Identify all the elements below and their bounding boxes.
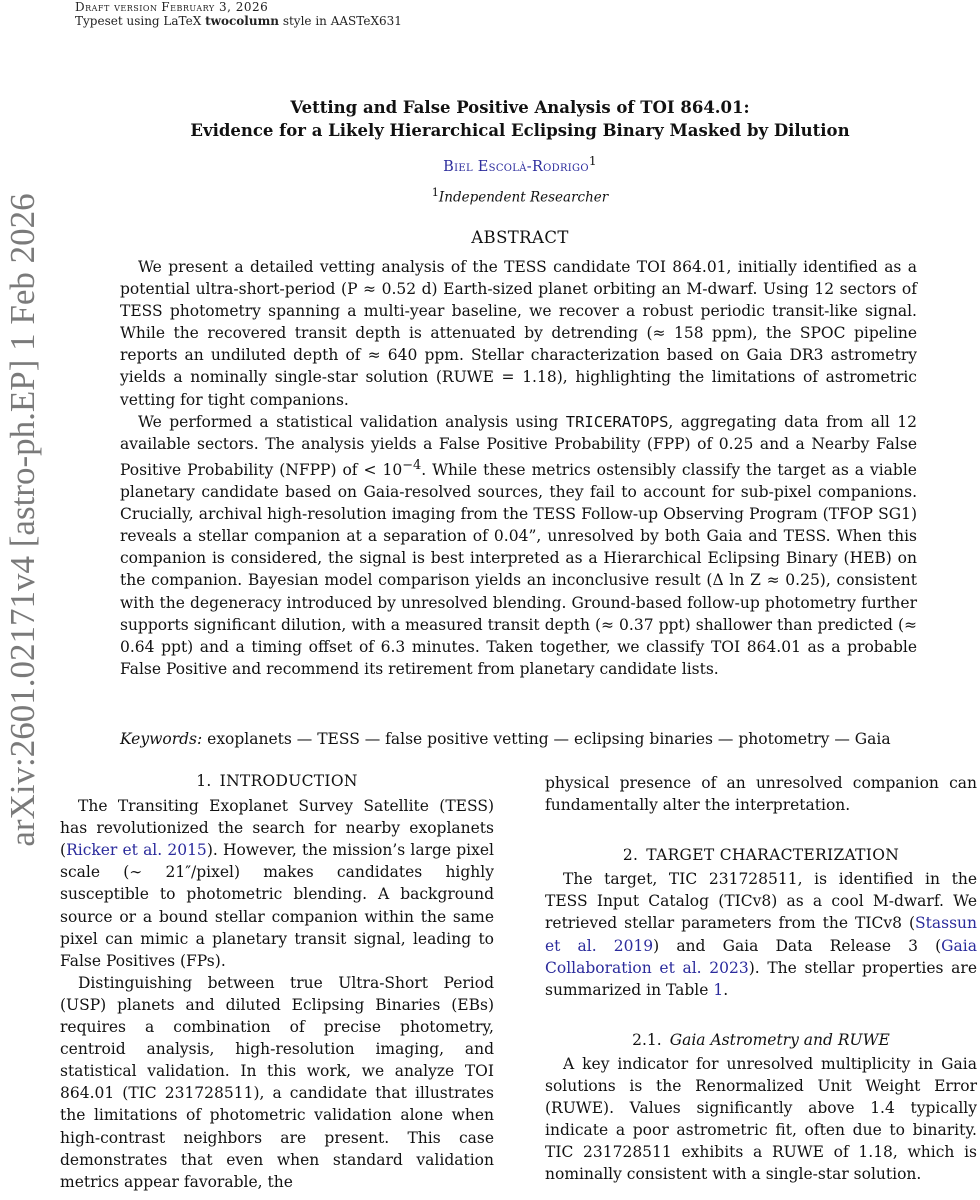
- table-reference-link[interactable]: 1: [713, 980, 724, 999]
- title-line-2: Evidence for a Likely Hierarchical Eclipsing Binary Masked by Dilution: [190, 121, 850, 140]
- draft-line: Draft version February 3, 2026: [75, 0, 269, 14]
- typeset-line: Typeset using LaTeX twocolumn style in AASTeX631: [75, 14, 402, 28]
- section-heading-target: 2. TARGET CHARACTERIZATION: [622, 846, 900, 865]
- intro-paragraph-2-continued: physical presence of an unresolved companion can fundamentally alter the interpretation.: [545, 774, 977, 815]
- target-paragraph-1: The target, TIC 231728511, is identified in the TESS Input Catalog (TICv8) as a cool M-dwarf. We retrieved stellar parameters from the TICv8 (Stassun et al. 2019) and Gaia Data Release 3 (Gaia Collaboration et al. 2023). The stellar properties are summarized in Table 1.: [545, 870, 977, 999]
- title-line-1: Vetting and False Positive Analysis of TOI 864.01:: [290, 98, 750, 117]
- abstract-heading: ABSTRACT: [471, 228, 569, 247]
- affiliation: $^1$Independent Researcher: [431, 186, 609, 206]
- citation-link[interactable]: Stassun et al. 2019: [545, 914, 977, 955]
- code-name: TRICERATOPS: [565, 412, 669, 431]
- intro-paragraph-2: Distinguishing between true Ultra-Short Period (USP) planets and diluted Eclipsing Binaries (EBs) requires a combination of precise photometry, centroid analysis, high-resolution imaging, and statistical validation. In this work, we analyze TOI 864.01 (TIC 231728511), a candidate that illustrates the limitations of photometric validation alone when high-contrast neighbors are present. This case demonstrates that even when standard validation metrics appear favorable, the: [60, 973, 494, 1191]
- arxiv-stamp: arXiv:2601.02171v4 [astro-ph.EP] 1 Feb 2026: [3, 193, 42, 847]
- gaia-paragraph-1: A key indicator for unresolved multiplicity in Gaia solutions is the Renormalized Unit Weight Error (RUWE). Values significantly above 1.4 typically indicate a poor astrometric fit, often due to binarity. TIC 231728511 exhibits a RUWE of 1.18, which is nominally consistent with a single-star solution.: [545, 1054, 977, 1184]
- author[interactable]: Biel Escolà-Rodrigo$^1$: [443, 154, 597, 175]
- left-column: [60, 770, 494, 1193]
- section-heading-introduction: 1. INTRODUCTION: [196, 772, 358, 790]
- subsection-heading-gaia: 2.1. Gaia Astrometry and RUWE: [632, 1030, 890, 1049]
- citation-link[interactable]: Gaia Collaboration et al. 2023: [545, 936, 977, 977]
- abstract-paragraph-2: We performed a statistical validation analysis using TRICERATOPS, aggregating data from all 12 available sectors. The analysis yields a False Positive Probability (FPP) of 0.25 and a Nearby False Positive Probability (NFPP) of < $10^{-4}$. While these metrics ostensibly classify the target as a viable planetary candidate based on Gaia-resolved sources, they fail to account for sub-pixel companions. Crucially, archival high-resolution imaging from the TESS Follow-up Observing Program (TFOP SG1) reveals a stellar companion at a separation of 0.04”, unresolved by both Gaia and TESS. When this companion is considered, the signal is best interpreted as a Hierarchical Eclipsing Binary (HEB) on the companion. Bayesian model comparison yields an inconclusive result (Δ ln Z ≈ 0.25), consistent with the degeneracy introduced by unresolved blending. Ground-based follow-up photometry further supports significant dilution, with a measured transit depth (≈ 0.37 ppt) shallower than predicted (≈ 0.64 ppt) and a timing offset of 6.3 minutes. Taken together, we classify TOI 864.01 as a probable False Positive and recommend its retirement from planetary candidate lists.: [120, 412, 917, 678]
- citation-link[interactable]: Ricker et al. 2015: [66, 841, 207, 860]
- running-header: [75, 0, 402, 28]
- intro-paragraph-1: The Transiting Exoplanet Survey Satellite (TESS) has revolutionized the search for nearby exoplanets (Ricker et al. 2015). However, the mission’s large pixel scale (∼ 21″/pixel) makes candidates highly susceptible to photometric blending. A background source or a bound stellar companion within the same pixel can mimic a planetary transit signal, leading to False Positives (FPs).: [60, 797, 494, 970]
- right-column: [545, 772, 977, 1186]
- abstract-paragraph-1: We present a detailed vetting analysis of the TESS candidate TOI 864.01, initially identified as a potential ultra-short-period (P ≈ 0.52 d) Earth-sized planet orbiting an M-dwarf. Using 12 sectors of TESS photometry spanning a multi-year baseline, we recover a robust periodic transit-like signal. While the recovered transit depth is attenuated by detrending (≈ 158 ppm), the SPOC pipeline reports an undiluted depth of ≈ 640 ppm. Stellar characterization based on Gaia DR3 astrometry yields a nominally single-star solution (RUWE = 1.18), highlighting the limitations of astrometric vetting for tight companions.: [120, 258, 917, 409]
- keywords: Keywords: exoplanets — TESS — false positive vetting — eclipsing binaries — photometry — Gaia: [120, 730, 891, 748]
- abstract: [120, 256, 917, 680]
- paper-title: [120, 96, 920, 142]
